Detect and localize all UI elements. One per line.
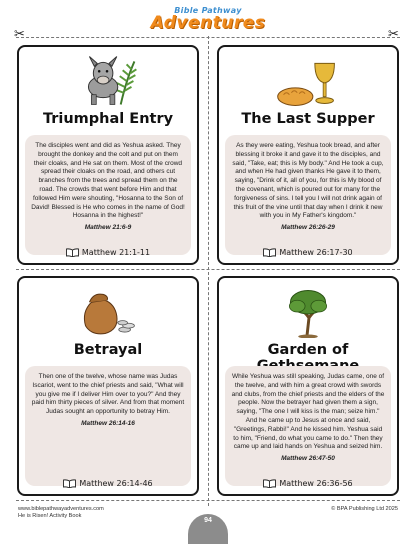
card-body-text: Then one of the twelve, whose name was Judas Iscariot, went to the chief priests and said, "What will you give me if I deliver Him over to you?" And they paid him thirty pieces of silver. And from that moment Judas sought an opportunity to betray Him.: [31, 373, 185, 416]
scripture-reading: [19, 479, 197, 488]
card-triumphal-entry: [17, 45, 199, 265]
open-book-icon: [263, 479, 276, 488]
scripture-reference: Matthew 26:36-56: [279, 479, 353, 488]
scripture-reference: Matthew 21:1-11: [81, 248, 151, 257]
card-text-box: [25, 366, 191, 486]
bread-and-cup-icon: [219, 55, 397, 107]
olive-tree-icon: [219, 286, 397, 338]
verse-reference: Matthew 26:26-29: [281, 224, 335, 232]
card-text-box: [25, 135, 191, 255]
donkey-icon: [19, 55, 197, 107]
scripture-reading: [219, 479, 397, 488]
verse-reference: Matthew 21:6-9: [84, 224, 132, 232]
footer-left: [18, 506, 104, 520]
card-last-supper: [217, 45, 399, 265]
card-title: Betrayal: [73, 342, 143, 358]
scripture-reading: [219, 248, 397, 257]
logo: [0, 6, 416, 33]
cut-line-vertical: [208, 36, 209, 506]
card-body-text: While Yeshua was still speaking, Judas came, one of the twelve, and with him a great crowd with swords and clubs, from the chief priests and the elders of the people. Now the betrayer had given them a sign, saying, "The one I will kiss is the man; seize him." And he came up to Jesus at once and said, "Greetings, Rabbi!" And he kissed him. Yeshua said to him, "Friend, do what you came to do." Then they came up and laid hands on Yeshua and seized him.: [231, 373, 385, 451]
logo-top-text: Bible Pathway: [174, 6, 242, 15]
scripture-reference: Matthew 26:14-46: [79, 479, 153, 488]
page-number: 94: [188, 514, 228, 544]
card-body-text: The disciples went and did as Yeshua asked. They brought the donkey and the colt and put on them their cloaks, and He sat on them. Most of the crowd spread their cloaks on the road, and others cut branches from the trees and spread them on the road. The crowds that went before Him and that followed Him were shouting, "Hosanna to the Son of David! Blessed is He who comes in the name of God! Hosanna in the highest!": [31, 142, 185, 220]
open-book-icon: [66, 248, 79, 257]
card-gethsemane: [217, 276, 399, 496]
open-book-icon: [63, 479, 76, 488]
card-text-box: [225, 135, 391, 255]
open-book-icon: [263, 248, 276, 257]
scissors-icon: ✂: [14, 26, 25, 41]
footer-website: www.biblepathwayadventures.com: [18, 506, 104, 512]
card-title: Garden of: [267, 342, 349, 358]
verse-reference: Matthew 26:47-50: [281, 455, 335, 463]
scissors-icon: ✂: [388, 26, 399, 41]
footer-copyright: © BPA Publishing Ltd 2025: [331, 506, 398, 512]
scripture-reference: Matthew 26:17-30: [279, 248, 353, 257]
card-title: The Last Supper: [241, 111, 375, 127]
card-text-box: [225, 366, 391, 486]
verse-reference: Matthew 26:14-16: [81, 419, 135, 427]
card-betrayal: [17, 276, 199, 496]
card-title: Triumphal Entry: [42, 111, 174, 127]
logo-main-text: Adventures: [150, 13, 266, 33]
money-bag-icon: [19, 286, 197, 338]
footer-book-title: He is Risen! Activity Book: [18, 513, 82, 519]
card-body-text: As they were eating, Yeshua took bread, and after blessing it broke it and gave it to the disciples, and said, "Take, eat; this is My body." And He took a cup, and when He had given thanks He gave it to them, saying, "Drink of it, all of you, for this is My blood of the covenant, which is poured out for many for the forgiveness of sins. I tell you I will not drink again of this fruit of the vine until that day when I drink it new with you in My Father's kingdom.": [232, 142, 384, 220]
scripture-reading: [19, 248, 197, 257]
